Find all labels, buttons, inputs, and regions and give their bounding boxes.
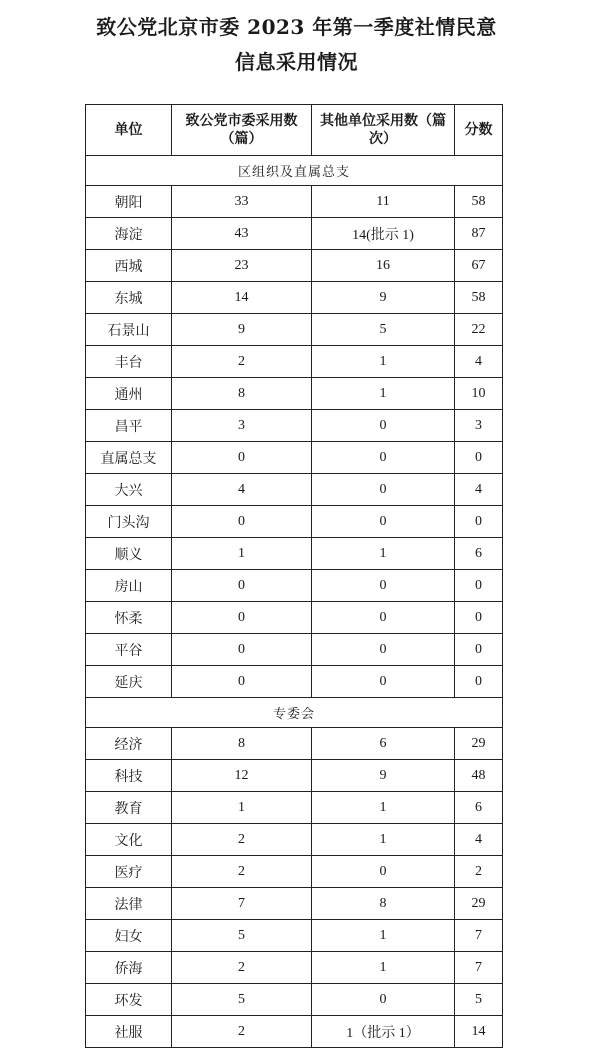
table-row <box>86 410 503 442</box>
section-title: 专委会 <box>86 698 503 728</box>
score-cell: 67 <box>455 250 503 282</box>
table-row <box>86 824 503 856</box>
score-cell: 4 <box>455 824 503 856</box>
unit-cell: 石景山 <box>86 314 172 346</box>
unit-cell: 顺义 <box>86 538 172 570</box>
other-units-count-cell: 0 <box>312 984 455 1016</box>
section-header-row <box>86 156 503 186</box>
other-units-count-cell: 1 <box>312 378 455 410</box>
table-row <box>86 282 503 314</box>
party-committee-count-cell: 2 <box>172 1016 312 1048</box>
other-units-count-cell: 0 <box>312 442 455 474</box>
other-units-count-cell: 0 <box>312 602 455 634</box>
table-row <box>86 602 503 634</box>
score-cell: 14 <box>455 1016 503 1048</box>
other-units-count-cell: 14(批示 1) <box>312 218 455 250</box>
table-row <box>86 186 503 218</box>
unit-cell: 大兴 <box>86 474 172 506</box>
score-cell: 5 <box>455 984 503 1016</box>
table-row <box>86 570 503 602</box>
other-units-count-cell: 0 <box>312 410 455 442</box>
score-cell: 0 <box>455 602 503 634</box>
unit-cell: 直属总支 <box>86 442 172 474</box>
table-row <box>86 984 503 1016</box>
unit-cell: 社服 <box>86 1016 172 1048</box>
party-committee-count-cell: 4 <box>172 474 312 506</box>
other-units-count-cell: 9 <box>312 760 455 792</box>
score-cell: 6 <box>455 792 503 824</box>
other-units-count-cell: 1 <box>312 920 455 952</box>
table-row <box>86 538 503 570</box>
other-units-count-cell: 1 <box>312 792 455 824</box>
party-committee-count-cell: 0 <box>172 570 312 602</box>
party-committee-count-cell: 8 <box>172 378 312 410</box>
adoption-table <box>85 104 503 1048</box>
unit-cell: 西城 <box>86 250 172 282</box>
unit-cell: 东城 <box>86 282 172 314</box>
score-cell: 87 <box>455 218 503 250</box>
header-unit: 单位 <box>86 105 172 156</box>
party-committee-count-cell: 33 <box>172 186 312 218</box>
table-row <box>86 474 503 506</box>
party-committee-count-cell: 43 <box>172 218 312 250</box>
table-row <box>86 792 503 824</box>
party-committee-count-cell: 2 <box>172 856 312 888</box>
unit-cell: 海淀 <box>86 218 172 250</box>
table-row <box>86 250 503 282</box>
other-units-count-cell: 6 <box>312 728 455 760</box>
unit-cell: 教育 <box>86 792 172 824</box>
other-units-count-cell: 8 <box>312 888 455 920</box>
score-cell: 0 <box>455 634 503 666</box>
party-committee-count-cell: 0 <box>172 442 312 474</box>
score-cell: 29 <box>455 728 503 760</box>
table-row <box>86 920 503 952</box>
other-units-count-cell: 0 <box>312 570 455 602</box>
party-committee-count-cell: 14 <box>172 282 312 314</box>
unit-cell: 法律 <box>86 888 172 920</box>
other-units-count-cell: 5 <box>312 314 455 346</box>
unit-cell: 侨海 <box>86 952 172 984</box>
table-row <box>86 952 503 984</box>
document-title-line-2: 信息采用情况 <box>235 50 358 74</box>
unit-cell: 朝阳 <box>86 186 172 218</box>
party-committee-count-cell: 2 <box>172 824 312 856</box>
score-cell: 29 <box>455 888 503 920</box>
party-committee-count-cell: 3 <box>172 410 312 442</box>
document-title-line-1: 致公党北京市委 2023 年第一季度社情民意 <box>96 15 497 39</box>
other-units-count-cell: 0 <box>312 856 455 888</box>
party-committee-count-cell: 12 <box>172 760 312 792</box>
other-units-count-cell: 0 <box>312 634 455 666</box>
party-committee-count-cell: 9 <box>172 314 312 346</box>
unit-cell: 医疗 <box>86 856 172 888</box>
unit-cell: 房山 <box>86 570 172 602</box>
unit-cell: 延庆 <box>86 666 172 698</box>
score-cell: 58 <box>455 282 503 314</box>
unit-cell: 丰台 <box>86 346 172 378</box>
score-cell: 58 <box>455 186 503 218</box>
party-committee-count-cell: 2 <box>172 952 312 984</box>
header-party-committee-count: 致公党市委采用数（篇） <box>172 105 312 156</box>
unit-cell: 文化 <box>86 824 172 856</box>
party-committee-count-cell: 0 <box>172 506 312 538</box>
other-units-count-cell: 0 <box>312 506 455 538</box>
score-cell: 3 <box>455 410 503 442</box>
score-cell: 7 <box>455 952 503 984</box>
party-committee-count-cell: 7 <box>172 888 312 920</box>
score-cell: 0 <box>455 570 503 602</box>
table-row <box>86 856 503 888</box>
table-row <box>86 1016 503 1048</box>
unit-cell: 环发 <box>86 984 172 1016</box>
party-committee-count-cell: 2 <box>172 346 312 378</box>
table-body <box>86 156 503 1048</box>
unit-cell: 妇女 <box>86 920 172 952</box>
score-cell: 0 <box>455 506 503 538</box>
unit-cell: 平谷 <box>86 634 172 666</box>
other-units-count-cell: 16 <box>312 250 455 282</box>
header-score: 分数 <box>455 105 503 156</box>
table-row <box>86 218 503 250</box>
party-committee-count-cell: 5 <box>172 920 312 952</box>
table-row <box>86 442 503 474</box>
score-cell: 4 <box>455 346 503 378</box>
section-header-row <box>86 698 503 728</box>
party-committee-count-cell: 8 <box>172 728 312 760</box>
unit-cell: 昌平 <box>86 410 172 442</box>
other-units-count-cell: 9 <box>312 282 455 314</box>
score-cell: 2 <box>455 856 503 888</box>
score-cell: 0 <box>455 442 503 474</box>
unit-cell: 通州 <box>86 378 172 410</box>
party-committee-count-cell: 0 <box>172 602 312 634</box>
table-row <box>86 506 503 538</box>
other-units-count-cell: 1（批示 1） <box>312 1016 455 1048</box>
section-title: 区组织及直属总支 <box>86 156 503 186</box>
other-units-count-cell: 0 <box>312 474 455 506</box>
score-cell: 4 <box>455 474 503 506</box>
unit-cell: 门头沟 <box>86 506 172 538</box>
party-committee-count-cell: 23 <box>172 250 312 282</box>
table-row <box>86 346 503 378</box>
table-row <box>86 760 503 792</box>
party-committee-count-cell: 5 <box>172 984 312 1016</box>
score-cell: 10 <box>455 378 503 410</box>
other-units-count-cell: 1 <box>312 538 455 570</box>
table-row <box>86 314 503 346</box>
score-cell: 0 <box>455 666 503 698</box>
score-cell: 22 <box>455 314 503 346</box>
table-header-row <box>86 105 503 156</box>
table-row <box>86 888 503 920</box>
table-row <box>86 378 503 410</box>
unit-cell: 经济 <box>86 728 172 760</box>
table-row <box>86 634 503 666</box>
score-cell: 48 <box>455 760 503 792</box>
table-row <box>86 728 503 760</box>
unit-cell: 怀柔 <box>86 602 172 634</box>
unit-cell: 科技 <box>86 760 172 792</box>
party-committee-count-cell: 1 <box>172 538 312 570</box>
other-units-count-cell: 1 <box>312 952 455 984</box>
score-cell: 7 <box>455 920 503 952</box>
table-row <box>86 666 503 698</box>
party-committee-count-cell: 0 <box>172 666 312 698</box>
other-units-count-cell: 1 <box>312 824 455 856</box>
other-units-count-cell: 0 <box>312 666 455 698</box>
header-other-units-count: 其他单位采用数（篇次） <box>312 105 455 156</box>
other-units-count-cell: 1 <box>312 346 455 378</box>
other-units-count-cell: 11 <box>312 186 455 218</box>
party-committee-count-cell: 1 <box>172 792 312 824</box>
party-committee-count-cell: 0 <box>172 634 312 666</box>
score-cell: 6 <box>455 538 503 570</box>
